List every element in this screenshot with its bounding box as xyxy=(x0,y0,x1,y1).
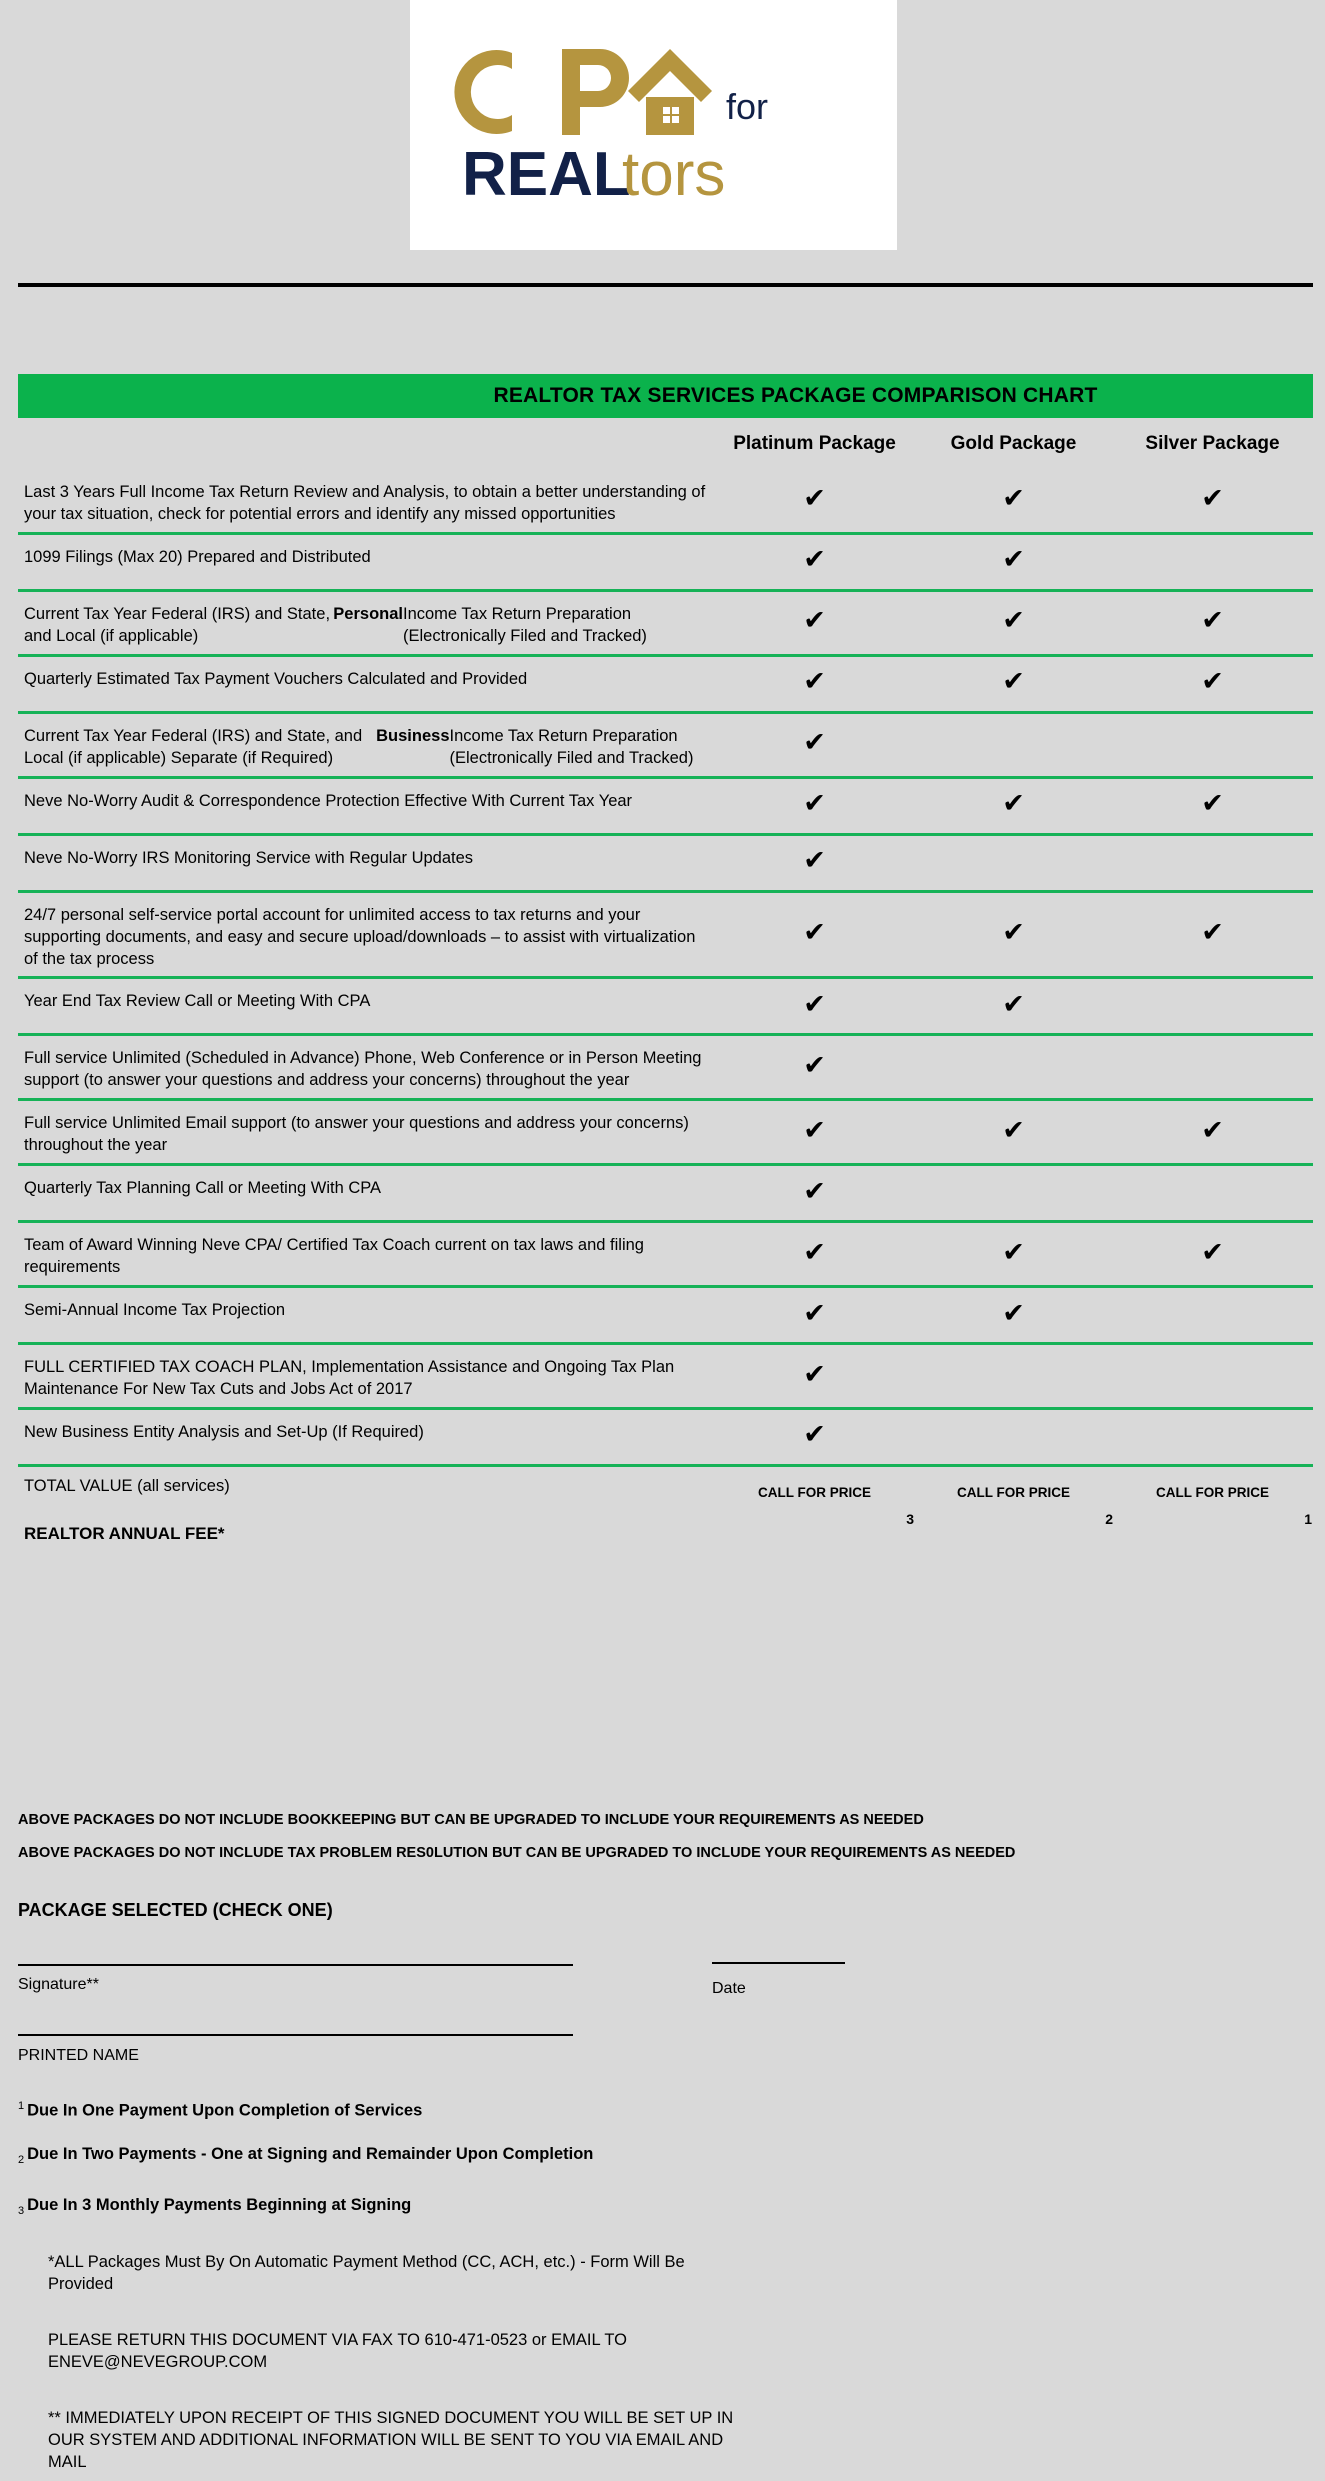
footnote-1 xyxy=(18,2100,422,2121)
realtor-annual-fee-label: REALTOR ANNUAL FEE* xyxy=(24,1523,225,1543)
svg-text:tors: tors xyxy=(621,140,725,209)
price-footnote-silver: 1 xyxy=(1304,1510,1312,1527)
check-gold-absent xyxy=(914,1410,1113,1464)
signature-line[interactable] xyxy=(18,1964,573,1966)
checkmark-icon: ✔ xyxy=(803,1236,826,1267)
comparison-sheet xyxy=(18,374,1313,1577)
check-silver xyxy=(1113,1223,1312,1285)
total-value-label: TOTAL VALUE (all services) xyxy=(24,1476,230,1495)
feature-text: Current Tax Year Federal (IRS) and State, and Local (if applicable) xyxy=(24,604,331,645)
check-platinum xyxy=(715,592,914,654)
confirmation-note: ** IMMEDIATELY UPON RECEIPT OF THIS SIGNED DOCUMENT YOU WILL BE SET UP IN OUR SYSTEM AND ADDITIONAL INFORMATION WILL BE SENT TO YOU VIA EMAIL AND MAIL xyxy=(48,2409,734,2471)
feature-text: Neve No-Worry Audit & Correspondence Protection Effective With Current Tax Year xyxy=(24,791,633,810)
check-gold xyxy=(914,779,1113,833)
check-platinum xyxy=(715,535,914,589)
check-gold-absent xyxy=(914,836,1113,890)
check-gold xyxy=(914,470,1113,532)
feature-description xyxy=(18,1223,715,1285)
signature-label: Signature** xyxy=(18,1976,99,1993)
table-row xyxy=(18,470,1313,535)
table-row xyxy=(18,1288,1313,1345)
date-line[interactable] xyxy=(712,1962,845,1964)
check-platinum xyxy=(715,893,914,977)
feature-description xyxy=(18,893,715,977)
feature-description xyxy=(18,1288,715,1342)
footnote-3-marker: 3 xyxy=(18,2205,25,2218)
return-instructions: PLEASE RETURN THIS DOCUMENT VIA FAX TO 610-471-0523 or EMAIL TO ENEVE@NEVEGROUP.COM xyxy=(48,2331,627,2371)
check-gold-absent xyxy=(914,1036,1113,1098)
table-row xyxy=(18,1410,1313,1467)
feature-description xyxy=(18,535,715,589)
table-row xyxy=(18,1166,1313,1223)
page-title: REALTOR TAX SERVICES PACKAGE COMPARISON CHART xyxy=(18,374,1313,418)
footnote-2-marker: 2 xyxy=(18,2154,25,2167)
check-silver-absent xyxy=(1113,1410,1312,1464)
auto-payment-note: *ALL Packages Must By On Automatic Payment Method (CC, ACH, etc.) - Form Will Be Provided xyxy=(48,2253,685,2293)
table-row xyxy=(18,836,1313,893)
feature-text: Year End Tax Review Call or Meeting With CPA xyxy=(24,992,371,1011)
feature-text-cont: Income Tax Return Preparation (Electronically Filed and Tracked) xyxy=(403,604,647,645)
feature-description xyxy=(18,714,715,776)
table-row xyxy=(18,893,1313,980)
checkmark-icon: ✔ xyxy=(1201,483,1224,514)
check-platinum xyxy=(715,836,914,890)
table-row xyxy=(18,714,1313,779)
check-gold xyxy=(914,1223,1113,1285)
feature-text: FULL CERTIFIED TAX COACH PLAN, Implementation Assistance and Ongoing Tax Plan Maintenance For New Tax Cuts and Jobs Act of 2017 xyxy=(24,1358,675,1398)
feature-rows xyxy=(18,470,1313,1467)
check-gold-absent xyxy=(914,714,1113,776)
checkmark-icon: ✔ xyxy=(803,845,826,876)
feature-description xyxy=(18,1166,715,1220)
checkmark-icon: ✔ xyxy=(1002,1236,1025,1267)
footnote-3-text: Due In 3 Monthly Payments Beginning at Signing xyxy=(27,2196,412,2214)
feature-description xyxy=(18,979,715,1033)
check-platinum xyxy=(715,1101,914,1163)
check-platinum xyxy=(715,657,914,711)
checkmark-icon: ✔ xyxy=(1201,788,1224,819)
check-silver xyxy=(1113,592,1312,654)
checkmark-icon: ✔ xyxy=(1002,1297,1025,1328)
feature-text: 24/7 personal self-service portal account for unlimited access to tax returns and your supporting documents, and easy and secure upload/downloads – to assist with virtualization of the tax process xyxy=(24,905,696,968)
checkmark-icon: ✔ xyxy=(1002,483,1025,514)
table-row xyxy=(18,1101,1313,1166)
feature-text: Quarterly Estimated Tax Payment Vouchers Calculated and Provided xyxy=(24,669,528,688)
check-platinum xyxy=(715,470,914,532)
feature-text-emphasis: Business xyxy=(376,726,450,745)
check-silver-absent xyxy=(1113,714,1312,776)
checkmark-icon: ✔ xyxy=(1002,544,1025,575)
checkmark-icon: ✔ xyxy=(1002,988,1025,1019)
checkmark-icon: ✔ xyxy=(803,988,826,1019)
feature-text: Full service Unlimited Email support (to answer your questions and address your concerns) throughout the year xyxy=(24,1114,689,1155)
price-platinum: CALL FOR PRICE xyxy=(757,1484,871,1500)
check-platinum xyxy=(715,1345,914,1407)
checkmark-icon: ✔ xyxy=(1201,917,1224,948)
feature-text: Current Tax Year Federal (IRS) and State, and Local (if applicable) Separate (if Required) xyxy=(24,726,363,767)
table-row xyxy=(18,535,1313,592)
checkmark-icon: ✔ xyxy=(803,1358,826,1389)
table-row xyxy=(18,1223,1313,1288)
feature-text: Team of Award Winning Neve CPA/ Certified Tax Coach current on tax laws and filing requirements xyxy=(24,1236,644,1277)
table-row xyxy=(18,979,1313,1036)
check-silver xyxy=(1113,779,1312,833)
date-label: Date xyxy=(712,1980,746,1997)
check-platinum xyxy=(715,1223,914,1285)
header-divider xyxy=(18,283,1313,287)
check-silver-absent xyxy=(1113,1036,1312,1098)
checkmark-icon: ✔ xyxy=(1201,605,1224,636)
check-silver-absent xyxy=(1113,1345,1312,1407)
feature-text: Quarterly Tax Planning Call or Meeting With CPA xyxy=(24,1179,382,1198)
table-row xyxy=(18,1345,1313,1410)
upgrade-notes xyxy=(0,1812,1325,1878)
table-row xyxy=(18,1036,1313,1101)
check-gold xyxy=(914,979,1113,1033)
checkmark-icon: ✔ xyxy=(803,1049,826,1080)
checkmark-icon: ✔ xyxy=(803,727,826,758)
table-row xyxy=(18,592,1313,657)
feature-description xyxy=(18,592,715,654)
checkmark-icon: ✔ xyxy=(1002,917,1025,948)
check-silver-absent xyxy=(1113,836,1312,890)
footnote-1-marker: 1 xyxy=(18,2100,25,2112)
printed-name-label: PRINTED NAME xyxy=(18,2047,139,2064)
feature-text: Full service Unlimited (Scheduled in Advance) Phone, Web Conference or in Person Meeting support (to answer your questions and address your concerns) throughout the year xyxy=(24,1049,702,1090)
check-gold xyxy=(914,1101,1113,1163)
column-header-gold: Gold Package xyxy=(950,433,1077,454)
check-platinum xyxy=(715,979,914,1033)
check-platinum xyxy=(715,1166,914,1220)
check-platinum xyxy=(715,779,914,833)
column-header-silver: Silver Package xyxy=(1145,433,1280,454)
checkmark-icon: ✔ xyxy=(1002,788,1025,819)
price-silver: CALL FOR PRICE xyxy=(1155,1484,1269,1500)
checkmark-icon: ✔ xyxy=(803,1175,826,1206)
feature-description xyxy=(18,779,715,833)
package-selected-label: PACKAGE SELECTED (CHECK ONE) xyxy=(18,1900,333,1920)
feature-text: Semi-Annual Income Tax Projection xyxy=(24,1301,286,1320)
check-silver-absent xyxy=(1113,1288,1312,1342)
check-gold xyxy=(914,535,1113,589)
footnote-3 xyxy=(18,2196,411,2217)
price-footnote-gold: 2 xyxy=(1105,1510,1113,1527)
checkmark-icon: ✔ xyxy=(1201,666,1224,697)
feature-description xyxy=(18,1345,715,1407)
feature-description xyxy=(18,657,715,711)
check-silver-absent xyxy=(1113,979,1312,1033)
note-tax-problem-resolution: ABOVE PACKAGES DO NOT INCLUDE TAX PROBLEM RES0LUTION BUT CAN BE UPGRADED TO INCLUDE YOUR REQUIREMENTS AS NEEDED xyxy=(18,1845,1016,1861)
checkmark-icon: ✔ xyxy=(803,1419,826,1450)
check-platinum xyxy=(715,1036,914,1098)
footnote-1-text: Due In One Payment Upon Completion of Services xyxy=(27,2101,423,2120)
feature-description xyxy=(18,470,715,532)
checkmark-icon: ✔ xyxy=(803,1297,826,1328)
check-gold xyxy=(914,893,1113,977)
feature-text: New Business Entity Analysis and Set-Up (If Required) xyxy=(24,1422,424,1441)
printed-name-line[interactable] xyxy=(18,2034,573,2036)
check-gold xyxy=(914,657,1113,711)
checkmark-icon: ✔ xyxy=(803,1114,826,1145)
checkmark-icon: ✔ xyxy=(1002,605,1025,636)
check-gold xyxy=(914,1288,1113,1342)
checkmark-icon: ✔ xyxy=(803,544,826,575)
checkmark-icon: ✔ xyxy=(1002,1114,1025,1145)
note-bookkeeping: ABOVE PACKAGES DO NOT INCLUDE BOOKKEEPING BUT CAN BE UPGRADED TO INCLUDE YOUR REQUIREMENTS AS NEEDED xyxy=(18,1812,924,1828)
checkmark-icon: ✔ xyxy=(803,605,826,636)
checkmark-icon: ✔ xyxy=(803,917,826,948)
column-header-platinum: Platinum Package xyxy=(733,433,896,454)
feature-text: Neve No-Worry IRS Monitoring Service with Regular Updates xyxy=(24,848,474,867)
check-gold xyxy=(914,592,1113,654)
checkmark-icon: ✔ xyxy=(803,666,826,697)
table-row xyxy=(18,779,1313,836)
checkmark-icon: ✔ xyxy=(803,788,826,819)
check-silver-absent xyxy=(1113,1166,1312,1220)
check-silver xyxy=(1113,1101,1312,1163)
company-logo xyxy=(410,0,897,250)
feature-text: 1099 Filings (Max 20) Prepared and Distributed xyxy=(24,547,371,566)
check-silver xyxy=(1113,893,1312,977)
column-headers xyxy=(18,418,1313,470)
footnote-2-text: Due In Two Payments - One at Signing and Remainder Upon Completion xyxy=(27,2145,594,2163)
check-silver xyxy=(1113,657,1312,711)
table-row xyxy=(18,657,1313,714)
feature-text-emphasis: Personal xyxy=(333,604,403,623)
feature-description xyxy=(18,1410,715,1464)
check-silver xyxy=(1113,470,1312,532)
checkmark-icon: ✔ xyxy=(803,483,826,514)
check-platinum xyxy=(715,714,914,776)
feature-text-cont: Income Tax Return Preparation (Electronically Filed and Tracked) xyxy=(449,726,694,767)
logo-artwork xyxy=(454,35,854,215)
footnote-2 xyxy=(18,2145,593,2166)
check-platinum xyxy=(715,1410,914,1464)
feature-description xyxy=(18,1101,715,1163)
checkmark-icon: ✔ xyxy=(1002,666,1025,697)
svg-text:REAL: REAL xyxy=(461,140,631,209)
feature-description xyxy=(18,836,715,890)
totals-block xyxy=(18,1467,1313,1577)
check-platinum xyxy=(715,1288,914,1342)
price-gold: CALL FOR PRICE xyxy=(956,1484,1070,1500)
checkmark-icon: ✔ xyxy=(1201,1114,1224,1145)
feature-text: Last 3 Years Full Income Tax Return Review and Analysis, to obtain a better understanding of your tax situation, check for potential errors and identify any missed opportunities xyxy=(24,483,706,523)
price-footnote-platinum: 3 xyxy=(906,1510,914,1527)
feature-description xyxy=(18,1036,715,1098)
check-gold-absent xyxy=(914,1345,1113,1407)
svg-text:for: for xyxy=(725,86,768,127)
check-gold-absent xyxy=(914,1166,1113,1220)
checkmark-icon: ✔ xyxy=(1201,1236,1224,1267)
check-silver-absent xyxy=(1113,535,1312,589)
